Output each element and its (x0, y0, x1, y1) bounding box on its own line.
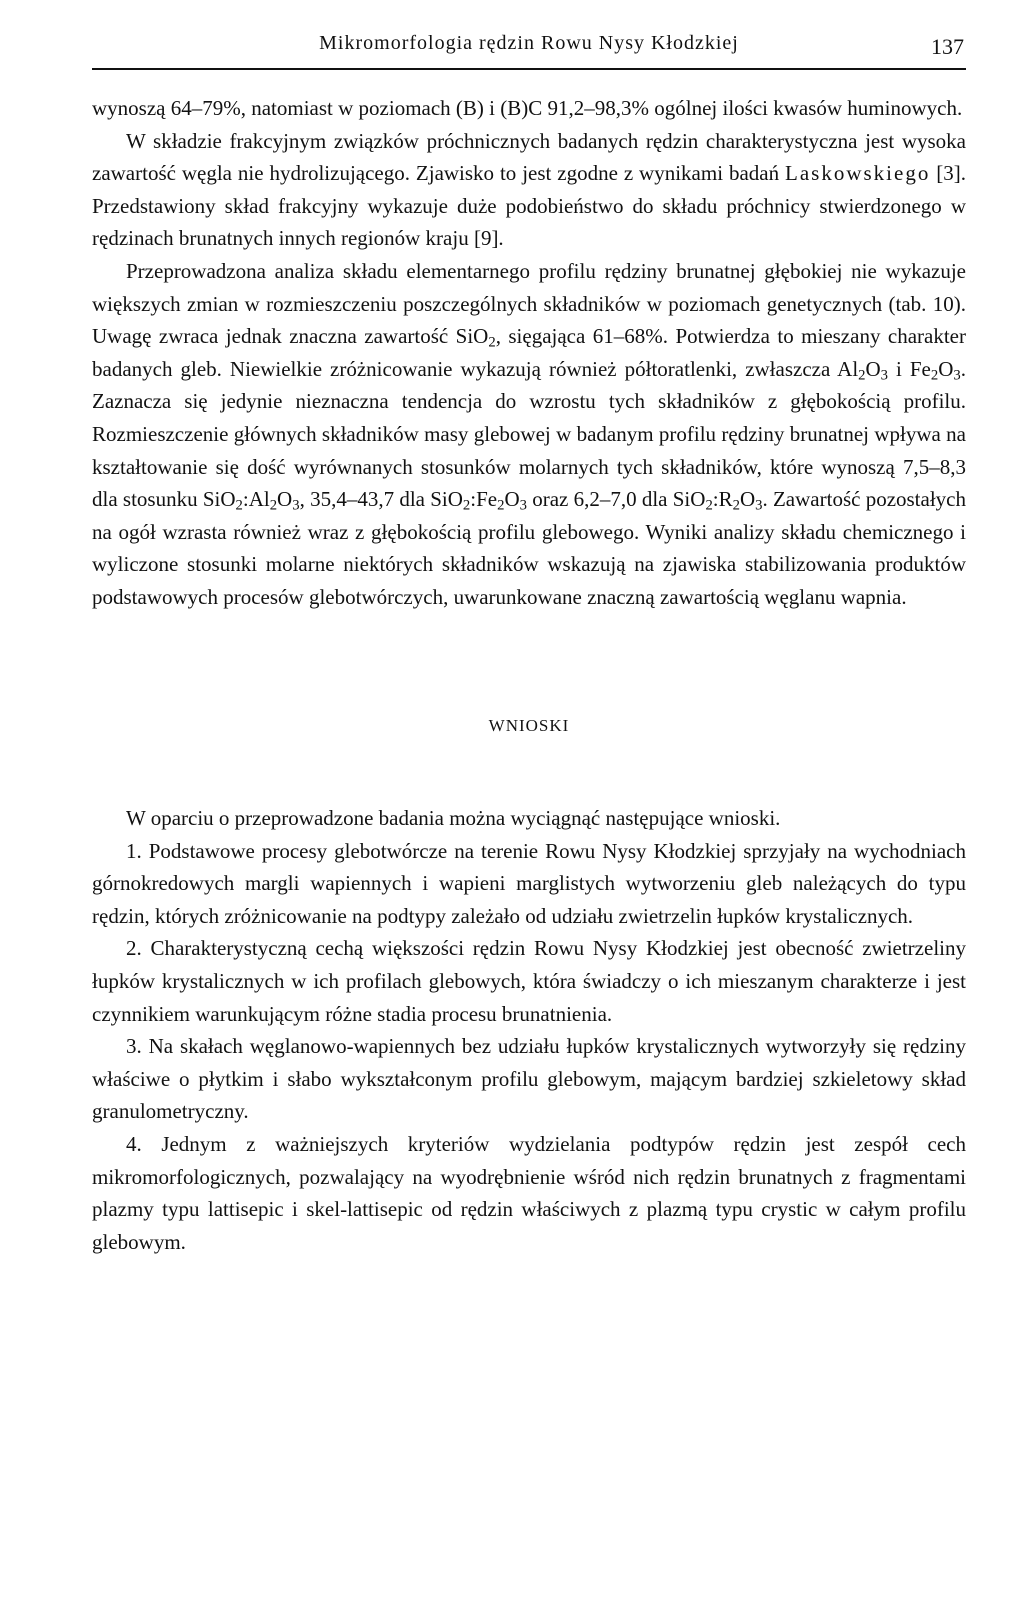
subscript: 2 (930, 367, 939, 384)
paragraph-text: , 35,4–43,7 dla SiO (299, 487, 463, 512)
paragraph-text: , sięgająca 61–68%. Potwierdza to mieszany charakter badanych gleb. Niewielkie zróżnicowanie wykazują również półtoratlenki, zwłaszcza Al (92, 324, 966, 381)
paragraph-humus-fractions (92, 125, 966, 255)
subscript: 2 (462, 497, 471, 514)
paragraph-text: :Fe (470, 487, 498, 512)
subscript: 3 (755, 497, 763, 514)
paragraph-text: [3]. Przedstawiony skład frakcyjny wykazuje duże podobieństwo do składu próchnicy stwierdzonego w rędzinach brunatnych innych regionów kraju [9]. (92, 161, 966, 251)
section-heading: WNIOSKI (488, 715, 570, 735)
paragraph-text: O (277, 487, 293, 512)
paragraph-text: . Zaznacza się jedynie nieznaczna tendencja do wzrostu tych składników z głębokością profilu. Rozmieszczenie głównych składników masy glebowej w badanym profilu rędziny brunatnej wpływa na kształtowanie się dość wyrównanych stosunków molarnych tych składników, które wynoszą 7,5–8,3 dla stosunku SiO (92, 356, 966, 512)
conclusion-item: 3. Na skałach węglanowo-wapiennych bez udziału łupków krystalicznych wytworzyły się rędziny właściwe o płytkim i słabo wykształconym profilu glebowym, mającym bardziej szkieletowy skład granulometryczny. (92, 1034, 966, 1124)
conclusion-item: 1. Podstawowe procesy glebotwórcze na terenie Rowu Nysy Kłodzkiej sprzyjały na wychodniach górnokredowych margli wapiennych i wapieni marglistych wytworzeniu gleb należących do typu rędzin, których zróżnicowanie na podtypy zależało od udziału zwietrzelin łupków krystalicznych. (92, 838, 966, 928)
paragraph-elemental-analysis (92, 255, 966, 614)
paragraph-text: :Al (242, 487, 270, 512)
subscript: 2 (269, 497, 278, 514)
subscript: 2 (705, 497, 713, 514)
subscript: 3 (519, 497, 527, 514)
paragraph-text: O (739, 487, 756, 512)
text-body (92, 92, 966, 1258)
subscript: 2 (732, 497, 740, 514)
subscript: 2 (858, 367, 866, 384)
paragraph-text: :R (712, 487, 733, 512)
conclusion-item: 2. Charakterystyczną cechą większości rędzin Rowu Nysy Kłodzkiej jest obecność zwietrzeliny łupków krystalicznych w ich profilach glebowych, która świadczy o ich mieszanym charakterze i jest czynnikiem warunkującym różne stadia procesu brunatnienia. (92, 936, 966, 1026)
paragraph-text: oraz 6,2–7,0 dla SiO (526, 487, 706, 512)
paragraph-text: O (504, 487, 520, 512)
paragraph-continuation: wynoszą 64–79%, natomiast w poziomach (B) i (B)C 91,2–98,3% ogólnej ilości kwasów huminowych. (92, 96, 963, 120)
subscript: 3 (953, 367, 961, 384)
paragraph-text: i Fe (888, 356, 931, 381)
subscript: 3 (292, 497, 300, 514)
running-title: Mikromorfologia rędzin Rowu Nysy Kłodzkiej (319, 32, 739, 54)
subscript: 3 (880, 367, 889, 384)
conclusion-item: 4. Jednym z ważniejszych kryteriów wydzielania podtypów rędzin jest zespół cech mikromorfologicznych, pozwalający na wyodrębnienie wśród nich rędzin brunatnych z fragmentami plazmy typu lattisepic i skel-lattisepic od rędzin właściwych z plazmą typu crystic w całym profilu glebowym. (92, 1132, 966, 1254)
author-name: Laskowskiego (785, 161, 931, 186)
subscript: 2 (488, 334, 496, 351)
page-number: 137 (931, 34, 964, 59)
paragraph-text: Przeprowadzona analiza składu elementarnego profilu rędziny brunatnej głębokiej nie wykazuje większych zmian w rozmieszczeniu poszczególnych składników w poziomach genetycznych (tab. 10). Uwagę zwraca jednak znaczna zawartość SiO (92, 258, 966, 349)
paragraph-text: . Zawartość pozostałych na ogół wzrasta również wraz z głębokością profilu glebowego. Wyniki analizy składu chemicznego i wyliczone stosunki molarne niektórych składników wskazują na zjawiska stabilizowania produktów podstawowych procesów glebotwórczych, uwarunkowane znaczną zawartością węglanu wapnia. (92, 487, 966, 609)
paragraph-text: O (938, 356, 954, 381)
paragraph-text: O (865, 356, 881, 381)
conclusions-intro: W oparciu o przeprowadzone badania można wyciągnąć następujące wnioski. (126, 806, 781, 831)
subscript: 2 (235, 497, 243, 514)
paragraph-text: W składzie frakcyjnym związków próchnicznych badanych rędzin charakterystyczna jest wysoka zawartość węgla nie hydrolizującego. Zjawisko to jest zgodne z wynikami badań (92, 128, 966, 186)
page-header (92, 22, 966, 70)
subscript: 2 (497, 497, 505, 514)
